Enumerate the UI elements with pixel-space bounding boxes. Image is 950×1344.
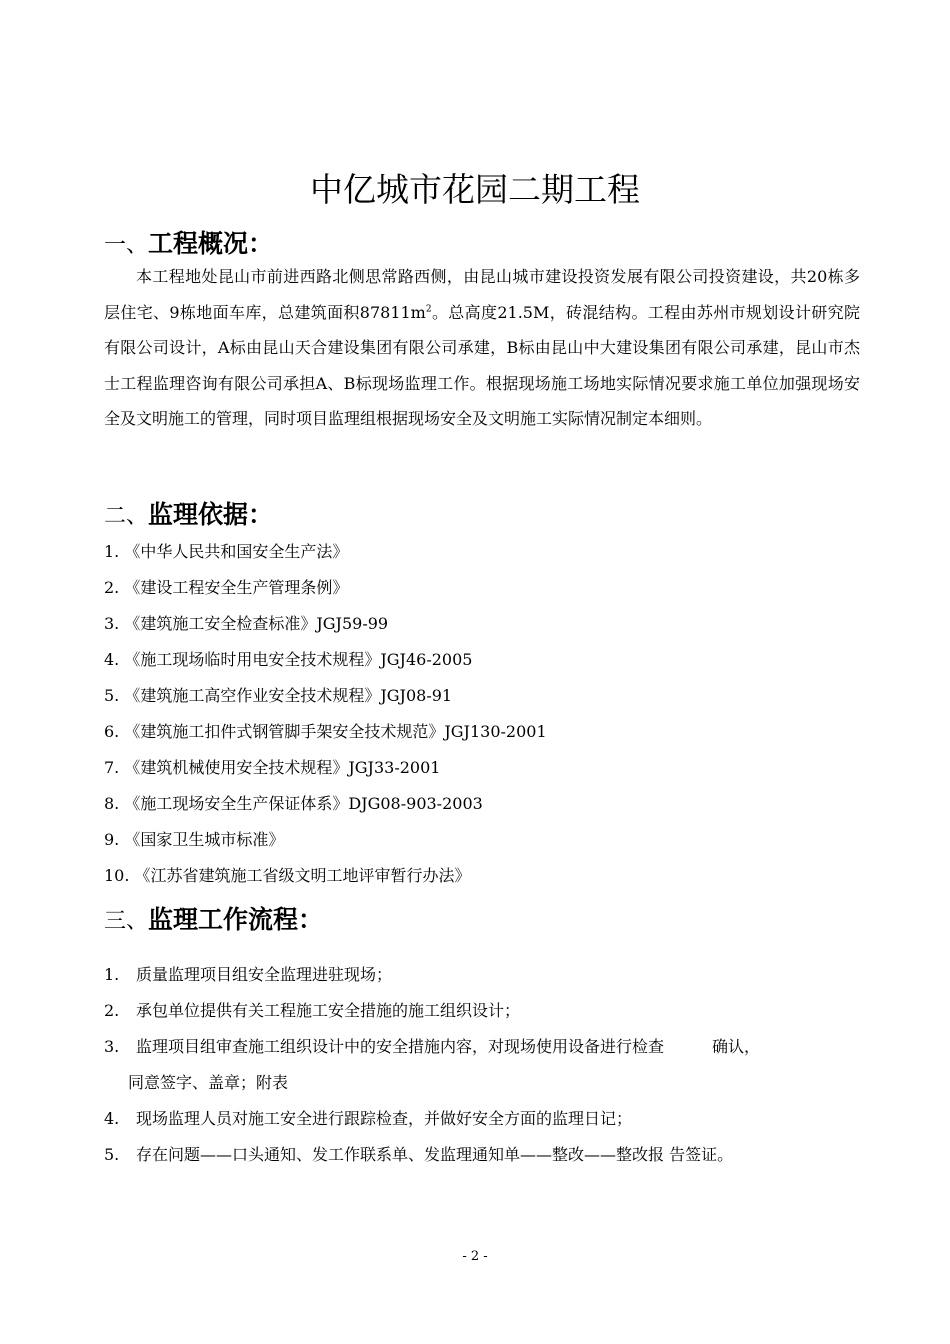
section-heading-workflow bbox=[104, 902, 323, 940]
list-number: 5. bbox=[104, 1145, 120, 1164]
list-item: 1. 《中华人民共和国安全生产法》 bbox=[104, 542, 349, 561]
list-item: 6. 《建筑施工扣件式钢管脚手架安全技术规范》JGJ130-2001 bbox=[104, 722, 547, 741]
list-text bbox=[136, 1029, 864, 1065]
list-item: 10. 《江苏省建筑施工省级文明工地评审暂行办法》 bbox=[104, 866, 471, 885]
list-item bbox=[104, 1101, 864, 1137]
list-text-part1: 监理项目组审查施工组织设计中的安全措施内容，对现场使用设备进行检查 bbox=[136, 1037, 665, 1056]
overview-text-part2: 。总高度21.5M，砖混结构。工程由苏州市规划设计研究院有限公司设计，A标由昆山天合建设集团有限公司承建，B标由昆山中大建设集团有限公司承建，昆山市杰士工程监理咨询有限公司承担A、B标现场监理工作。根据现场施工场地实际情况要求施工单位加强现场安全及文明施工的管理，同时项目监理组根据现场安全及文明施工实际情况制定本细则。 bbox=[104, 302, 860, 428]
list-number: 3. bbox=[104, 1037, 120, 1056]
list-item bbox=[104, 1137, 864, 1173]
section-title: 工程概况： bbox=[148, 229, 274, 258]
section-number: 一、 bbox=[104, 233, 149, 258]
basis-list bbox=[104, 534, 547, 894]
list-item: 7. 《建筑机械使用安全技术规程》JGJ33-2001 bbox=[104, 758, 441, 777]
list-text: 同意签字、盖章；附表 bbox=[128, 1073, 289, 1092]
list-item bbox=[104, 957, 864, 993]
superscript-2: 2 bbox=[425, 304, 432, 315]
list-number: 4. bbox=[104, 1109, 120, 1128]
list-item-continuation bbox=[104, 1065, 864, 1101]
list-number: 2. bbox=[104, 1001, 120, 1020]
page-title: 中亿城市花园二期工程 bbox=[310, 170, 640, 209]
list-item: 2. 《建设工程安全生产管理条例》 bbox=[104, 578, 349, 597]
overview-text-part1: 本工程地处昆山市前进西路北侧思常路西侧，由昆山城市建设投资发展有限公司投资建设，共20栋多层住宅、9栋地面车库，总建筑面积87811m bbox=[104, 267, 860, 322]
list-item: 3. 《建筑施工安全检查标准》JGJ59-99 bbox=[104, 614, 389, 633]
list-text: 现场监理人员对施工安全进行跟踪检查，并做好安全方面的监理日记； bbox=[136, 1109, 633, 1128]
list-item: 9. 《国家卫生城市标准》 bbox=[104, 830, 285, 849]
list-item bbox=[104, 1029, 864, 1065]
section-title: 监理依据： bbox=[148, 500, 274, 529]
list-item bbox=[104, 993, 864, 1029]
overview-paragraph bbox=[104, 259, 860, 437]
list-item: 4. 《施工现场临时用电安全技术规程》JGJ46-2005 bbox=[104, 650, 473, 669]
section-title: 监理工作流程： bbox=[148, 905, 324, 934]
section-number: 三、 bbox=[104, 909, 149, 934]
list-text-part2: 确认， bbox=[712, 1037, 761, 1056]
page-number: - 2 - bbox=[462, 1249, 488, 1264]
section-heading-basis bbox=[104, 497, 273, 535]
list-item: 5. 《建筑施工高空作业安全技术规程》JGJ08-91 bbox=[104, 686, 453, 705]
list-number: 1. bbox=[104, 965, 120, 984]
workflow-list bbox=[104, 957, 864, 1173]
list-text: 存在问题——口头通知、发工作联系单、发监理通知单——整改——整改报 告签证。 bbox=[136, 1145, 734, 1164]
list-text: 质量监理项目组安全监理进驻现场； bbox=[136, 965, 393, 984]
list-item: 8. 《施工现场安全生产保证体系》DJG08-903-2003 bbox=[104, 794, 483, 813]
section-number: 二、 bbox=[104, 504, 149, 529]
list-text: 承包单位提供有关工程施工安全措施的施工组织设计； bbox=[136, 1001, 521, 1020]
